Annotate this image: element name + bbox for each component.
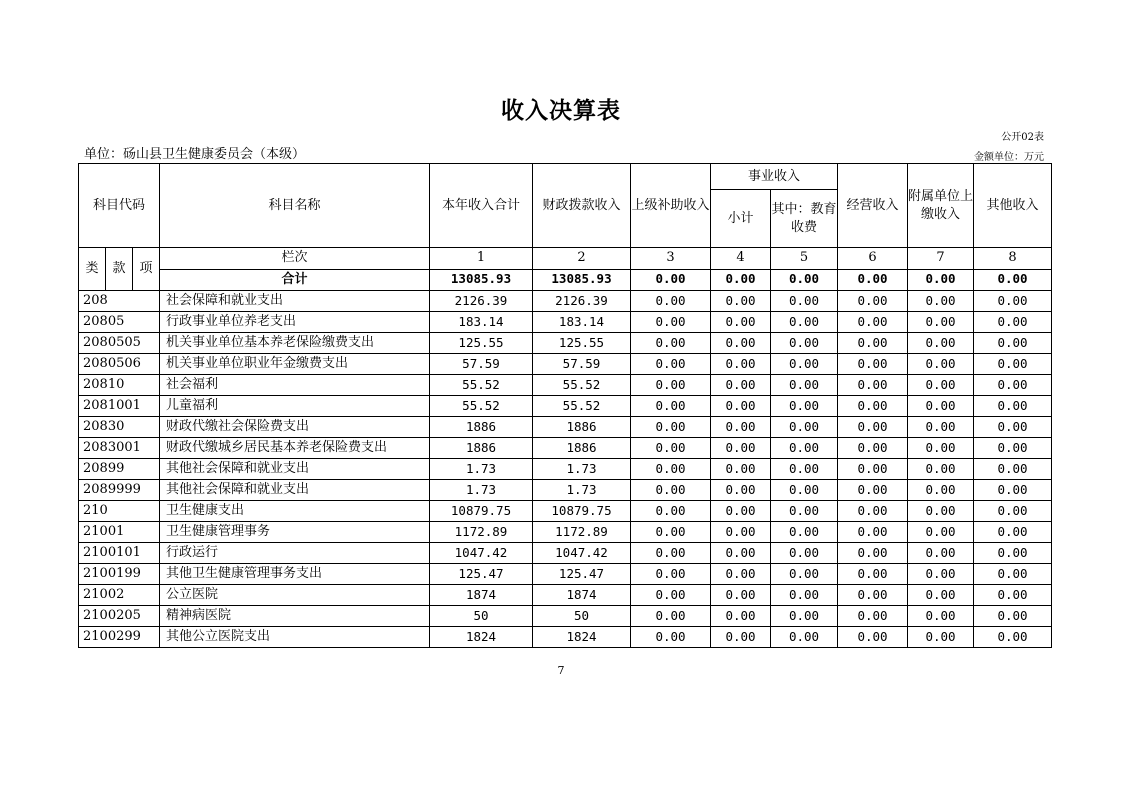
row-value: 2126.39 <box>533 291 631 312</box>
row-code: 208 <box>79 291 160 312</box>
row-code: 2100199 <box>79 564 160 585</box>
header-operating: 经营收入 <box>838 164 908 248</box>
row-code: 2100299 <box>79 627 160 648</box>
total-value: 0.00 <box>711 269 771 291</box>
row-value: 0.00 <box>908 585 974 606</box>
row-value: 0.00 <box>974 627 1052 648</box>
row-value: 10879.75 <box>533 501 631 522</box>
row-value: 0.00 <box>711 564 771 585</box>
form-number: 公开02表 <box>1001 132 1044 143</box>
row-value: 0.00 <box>974 585 1052 606</box>
row-value: 0.00 <box>838 522 908 543</box>
row-value: 183.14 <box>430 312 533 333</box>
row-value: 0.00 <box>631 396 711 417</box>
row-value: 0.00 <box>974 312 1052 333</box>
row-value: 1886 <box>430 417 533 438</box>
row-name: 其他社会保障和就业支出 <box>160 480 430 501</box>
row-value: 0.00 <box>771 396 838 417</box>
header-total: 本年收入合计 <box>430 164 533 248</box>
row-value: 0.00 <box>631 312 711 333</box>
row-name: 其他卫生健康管理事务支出 <box>160 564 430 585</box>
row-value: 0.00 <box>771 438 838 459</box>
row-value: 55.52 <box>533 396 631 417</box>
row-name: 机关事业单位职业年金缴费支出 <box>160 354 430 375</box>
col-num: 3 <box>631 248 711 270</box>
row-value: 1172.89 <box>430 522 533 543</box>
row-name: 卫生健康支出 <box>160 501 430 522</box>
header-upper: 上级补助收入 <box>631 164 711 248</box>
row-value: 0.00 <box>631 522 711 543</box>
row-value: 0.00 <box>974 417 1052 438</box>
row-code: 20830 <box>79 417 160 438</box>
row-value: 0.00 <box>631 417 711 438</box>
row-value: 0.00 <box>711 438 771 459</box>
row-value: 1874 <box>430 585 533 606</box>
table-row <box>79 627 1052 648</box>
row-value: 0.00 <box>908 354 974 375</box>
col-num: 2 <box>533 248 631 270</box>
row-value: 0.00 <box>631 375 711 396</box>
row-value: 50 <box>430 606 533 627</box>
row-value: 0.00 <box>838 354 908 375</box>
row-value: 0.00 <box>974 375 1052 396</box>
income-final-account-table <box>78 163 1052 648</box>
row-value: 0.00 <box>631 333 711 354</box>
row-value: 55.52 <box>533 375 631 396</box>
reporting-unit: 单位：砀山县卫生健康委员会（本级） <box>84 147 306 162</box>
row-value: 0.00 <box>838 291 908 312</box>
row-value: 0.00 <box>771 459 838 480</box>
row-value: 0.00 <box>631 480 711 501</box>
row-value: 0.00 <box>711 375 771 396</box>
col-num: 8 <box>974 248 1052 270</box>
table-row <box>79 354 1052 375</box>
table-row <box>79 417 1052 438</box>
table-row <box>79 291 1052 312</box>
row-value: 0.00 <box>771 543 838 564</box>
row-value: 0.00 <box>838 606 908 627</box>
col-num: 7 <box>908 248 974 270</box>
row-value: 0.00 <box>838 585 908 606</box>
total-value: 0.00 <box>908 269 974 291</box>
row-name: 卫生健康管理事务 <box>160 522 430 543</box>
amount-unit: 金额单位：万元 <box>974 152 1044 163</box>
row-value: 0.00 <box>838 375 908 396</box>
row-value: 125.47 <box>430 564 533 585</box>
row-value: 0.00 <box>908 312 974 333</box>
row-value: 0.00 <box>631 501 711 522</box>
table-row <box>79 501 1052 522</box>
col-num: 5 <box>771 248 838 270</box>
page-title: 收入决算表 <box>501 97 621 124</box>
row-name: 精神病医院 <box>160 606 430 627</box>
row-value: 0.00 <box>908 438 974 459</box>
row-name: 行政运行 <box>160 543 430 564</box>
row-value: 0.00 <box>771 480 838 501</box>
row-value: 1874 <box>533 585 631 606</box>
total-value: 13085.93 <box>533 269 631 291</box>
row-value: 125.47 <box>533 564 631 585</box>
row-value: 0.00 <box>711 312 771 333</box>
row-value: 0.00 <box>711 543 771 564</box>
header-lei: 类 <box>85 261 99 276</box>
row-value: 0.00 <box>908 417 974 438</box>
row-value: 0.00 <box>908 606 974 627</box>
row-value: 0.00 <box>974 291 1052 312</box>
row-name: 公立医院 <box>160 585 430 606</box>
row-code: 2080506 <box>79 354 160 375</box>
row-value: 0.00 <box>974 606 1052 627</box>
table-row <box>79 333 1052 354</box>
row-value: 0.00 <box>771 585 838 606</box>
row-value: 0.00 <box>631 564 711 585</box>
row-value: 1047.42 <box>430 543 533 564</box>
row-value: 0.00 <box>771 312 838 333</box>
row-name: 机关事业单位基本养老保险缴费支出 <box>160 333 430 354</box>
row-name: 其他公立医院支出 <box>160 627 430 648</box>
row-value: 0.00 <box>908 564 974 585</box>
row-value: 0.00 <box>974 480 1052 501</box>
row-value: 0.00 <box>631 606 711 627</box>
total-value: 0.00 <box>838 269 908 291</box>
row-value: 0.00 <box>908 333 974 354</box>
row-value: 0.00 <box>974 396 1052 417</box>
row-value: 0.00 <box>631 438 711 459</box>
row-value: 0.00 <box>838 564 908 585</box>
header-career-edu: 其中：教育收费 <box>771 190 838 248</box>
row-value: 1.73 <box>430 459 533 480</box>
row-value: 0.00 <box>838 501 908 522</box>
row-value: 0.00 <box>974 543 1052 564</box>
table-row <box>79 564 1052 585</box>
row-value: 0.00 <box>631 291 711 312</box>
row-name: 儿童福利 <box>160 396 430 417</box>
header-career-subtotal: 小计 <box>711 190 771 248</box>
row-value: 0.00 <box>631 627 711 648</box>
row-value: 0.00 <box>711 291 771 312</box>
row-value: 55.52 <box>430 375 533 396</box>
row-value: 0.00 <box>838 417 908 438</box>
row-value: 0.00 <box>908 480 974 501</box>
header-affiliated: 附属单位上缴收入 <box>908 164 974 248</box>
row-value: 0.00 <box>908 396 974 417</box>
row-value: 1886 <box>430 438 533 459</box>
row-code: 2100205 <box>79 606 160 627</box>
table-row <box>79 312 1052 333</box>
table-row <box>79 543 1052 564</box>
row-value: 0.00 <box>771 291 838 312</box>
row-value: 1.73 <box>430 480 533 501</box>
row-value: 0.00 <box>711 627 771 648</box>
row-name: 社会福利 <box>160 375 430 396</box>
row-value: 0.00 <box>838 480 908 501</box>
row-value: 0.00 <box>711 585 771 606</box>
total-value: 0.00 <box>771 269 838 291</box>
row-value: 0.00 <box>974 354 1052 375</box>
row-value: 0.00 <box>838 396 908 417</box>
row-value: 0.00 <box>631 354 711 375</box>
page-number: 7 <box>557 664 565 677</box>
row-name: 财政代缴城乡居民基本养老保险费支出 <box>160 438 430 459</box>
row-value: 0.00 <box>974 501 1052 522</box>
row-value: 0.00 <box>771 354 838 375</box>
row-value: 0.00 <box>908 501 974 522</box>
row-code: 20899 <box>79 459 160 480</box>
row-name: 社会保障和就业支出 <box>160 291 430 312</box>
row-value: 2126.39 <box>430 291 533 312</box>
row-value: 0.00 <box>974 522 1052 543</box>
row-code: 210 <box>79 501 160 522</box>
row-value: 0.00 <box>711 417 771 438</box>
row-value: 0.00 <box>771 375 838 396</box>
table-row <box>79 585 1052 606</box>
row-code: 2081001 <box>79 396 160 417</box>
row-code: 21002 <box>79 585 160 606</box>
total-value: 13085.93 <box>430 269 533 291</box>
row-value: 0.00 <box>771 522 838 543</box>
row-value: 0.00 <box>771 564 838 585</box>
row-value: 1886 <box>533 438 631 459</box>
row-value: 0.00 <box>974 333 1052 354</box>
row-value: 57.59 <box>430 354 533 375</box>
row-value: 0.00 <box>711 501 771 522</box>
row-value: 0.00 <box>974 459 1052 480</box>
row-value: 0.00 <box>838 627 908 648</box>
header-other: 其他收入 <box>974 164 1052 248</box>
row-name: 财政代缴社会保险费支出 <box>160 417 430 438</box>
header-xiang: 项 <box>132 248 159 290</box>
row-value: 0.00 <box>838 312 908 333</box>
header-fiscal: 财政拨款收入 <box>533 164 631 248</box>
header-code: 科目代码 <box>79 164 160 248</box>
row-name: 行政事业单位养老支出 <box>160 312 430 333</box>
row-value: 0.00 <box>631 543 711 564</box>
row-value: 1824 <box>430 627 533 648</box>
row-code: 2089999 <box>79 480 160 501</box>
row-value: 55.52 <box>430 396 533 417</box>
row-value: 1824 <box>533 627 631 648</box>
table-row <box>79 375 1052 396</box>
row-value: 1.73 <box>533 459 631 480</box>
total-label: 合计 <box>160 269 430 291</box>
row-value: 0.00 <box>974 564 1052 585</box>
row-value: 0.00 <box>711 459 771 480</box>
row-value: 0.00 <box>711 333 771 354</box>
row-value: 0.00 <box>711 480 771 501</box>
row-name: 其他社会保障和就业支出 <box>160 459 430 480</box>
row-value: 0.00 <box>908 459 974 480</box>
row-value: 0.00 <box>711 396 771 417</box>
table-row <box>79 606 1052 627</box>
table-row <box>79 438 1052 459</box>
row-value: 0.00 <box>974 438 1052 459</box>
row-code: 20810 <box>79 375 160 396</box>
row-value: 0.00 <box>771 501 838 522</box>
row-value: 1172.89 <box>533 522 631 543</box>
header-lanci: 栏次 <box>160 248 430 270</box>
row-value: 10879.75 <box>430 501 533 522</box>
header-lei-kuan-xiang <box>79 248 159 290</box>
row-value: 0.00 <box>631 585 711 606</box>
row-value: 0.00 <box>771 627 838 648</box>
row-code: 21001 <box>79 522 160 543</box>
header-career: 事业收入 <box>711 164 838 190</box>
row-value: 1047.42 <box>533 543 631 564</box>
row-value: 0.00 <box>711 522 771 543</box>
row-value: 0.00 <box>771 417 838 438</box>
col-num: 6 <box>838 248 908 270</box>
table-row <box>79 522 1052 543</box>
row-value: 0.00 <box>838 459 908 480</box>
header-name: 科目名称 <box>160 164 430 248</box>
row-value: 0.00 <box>908 627 974 648</box>
row-value: 1886 <box>533 417 631 438</box>
row-value: 50 <box>533 606 631 627</box>
row-value: 0.00 <box>771 333 838 354</box>
row-value: 125.55 <box>533 333 631 354</box>
row-code: 20805 <box>79 312 160 333</box>
row-value: 125.55 <box>430 333 533 354</box>
row-code: 2100101 <box>79 543 160 564</box>
row-code: 2080505 <box>79 333 160 354</box>
row-value: 0.00 <box>838 438 908 459</box>
row-value: 0.00 <box>908 375 974 396</box>
table-row <box>79 459 1052 480</box>
row-value: 0.00 <box>631 459 711 480</box>
row-value: 0.00 <box>908 291 974 312</box>
row-code: 2083001 <box>79 438 160 459</box>
header-kuan: 款 <box>105 248 132 290</box>
col-num: 4 <box>711 248 771 270</box>
total-value: 0.00 <box>631 269 711 291</box>
row-value: 0.00 <box>711 354 771 375</box>
total-value: 0.00 <box>974 269 1052 291</box>
table-row <box>79 480 1052 501</box>
row-value: 0.00 <box>771 606 838 627</box>
row-value: 57.59 <box>533 354 631 375</box>
table-row <box>79 396 1052 417</box>
row-value: 0.00 <box>711 606 771 627</box>
row-value: 183.14 <box>533 312 631 333</box>
col-num: 1 <box>430 248 533 270</box>
row-value: 1.73 <box>533 480 631 501</box>
row-value: 0.00 <box>838 333 908 354</box>
row-value: 0.00 <box>908 543 974 564</box>
row-value: 0.00 <box>838 543 908 564</box>
row-value: 0.00 <box>908 522 974 543</box>
